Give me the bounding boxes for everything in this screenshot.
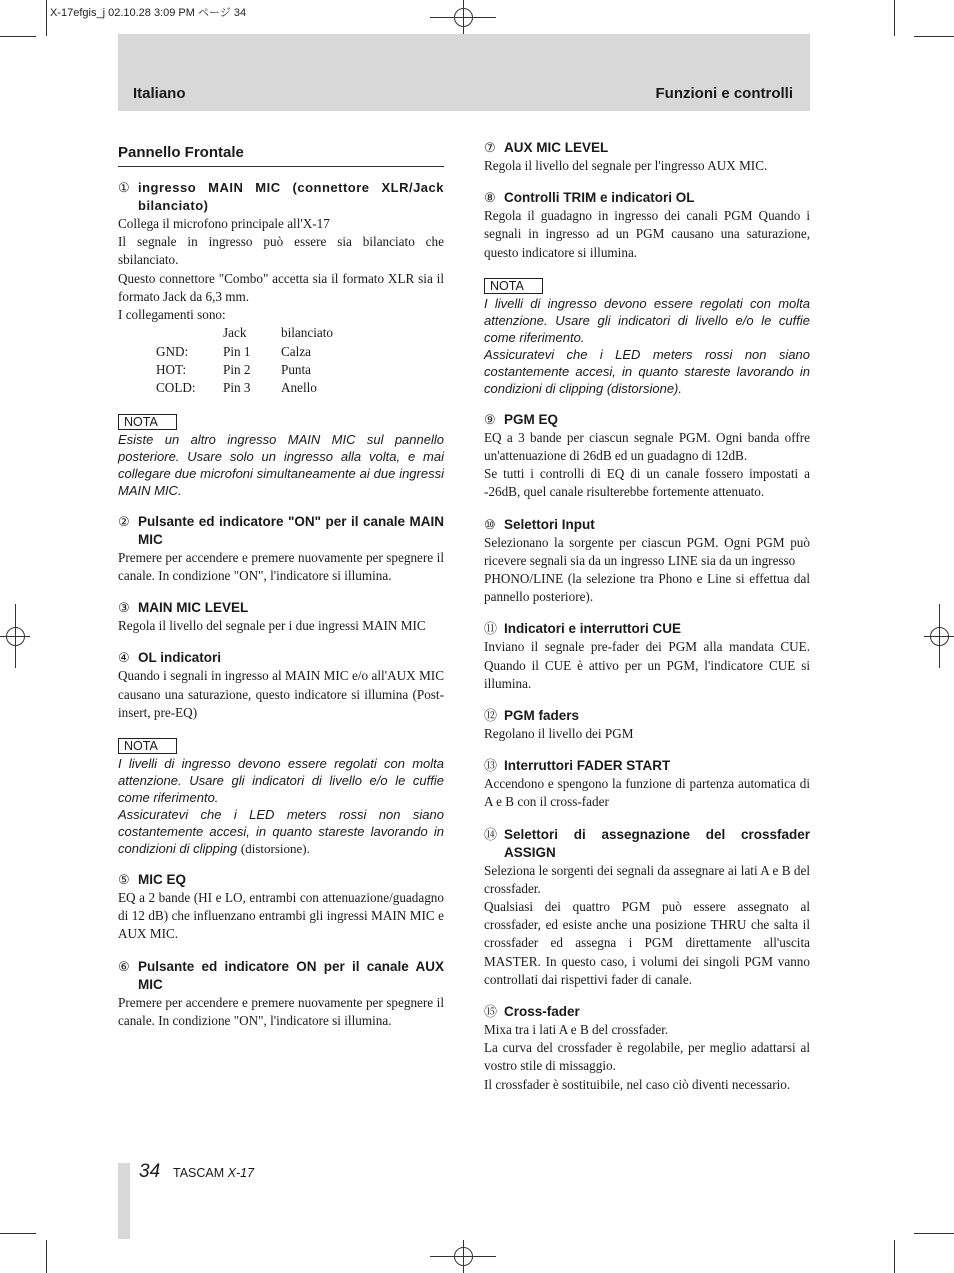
- item-title: Interruttori FADER START: [504, 758, 671, 774]
- item-number: ⑮: [484, 1004, 498, 1020]
- item-title: ingresso MAIN MIC (connettore XLR/Jack bilanciato): [138, 180, 444, 213]
- item-body: [118, 215, 444, 324]
- item-body: Regola il livello del segnale per i due ingressi MAIN MIC: [118, 618, 426, 634]
- item-body: Inviano il segnale pre-fader dei PGM alla mandata CUE. Quando il CUE è attivo per un PGM, l'indicatore CUE si illumina.: [484, 639, 810, 691]
- item-title: Indicatori e interruttori CUE: [504, 621, 682, 637]
- crop-mark: [46, 0, 47, 36]
- item-body: Premere per accendere e premere nuovamente per spegnere il canale. In condizione "ON", l'indicatore si illumina.: [118, 549, 444, 584]
- item-heading: [484, 620, 810, 638]
- nota-label: NOTA: [118, 414, 177, 430]
- item-body: Regolano il livello dei PGM: [484, 726, 634, 742]
- paragraph: La curva del crossfader è regolabile, per meglio adattarsi al vostro stile di missaggio.: [484, 1040, 810, 1074]
- item-body: Quando i segnali in ingresso al MAIN MIC e/o all'AUX MIC causano una saturazione, questo indicatore si illumina (Post-insert, pre-EQ): [118, 668, 444, 720]
- item-body: [484, 862, 810, 989]
- item-heading: [484, 1003, 810, 1021]
- item-number: ⑫: [484, 708, 498, 724]
- item-title: PGM EQ: [504, 411, 559, 427]
- item-number: ⑬: [484, 758, 498, 774]
- item-heading: [118, 649, 444, 667]
- item-heading: [484, 757, 810, 775]
- item-heading: [118, 871, 444, 889]
- item-heading: [484, 139, 810, 157]
- item-number: ④: [118, 650, 130, 666]
- item-title: Cross-fader: [504, 1004, 580, 1020]
- table-row: Jack bilanciato: [223, 325, 333, 341]
- item-number: ⑭: [484, 826, 498, 842]
- item-body: [484, 1021, 810, 1094]
- paragraph: I livelli di ingresso devono essere regolati con molta attenzione. Usare gli indicatori di livello e/o le cuffie come riferimento.: [118, 756, 444, 806]
- paragraph: EQ a 3 bande per ciascun segnale PGM. Ogni banda offre un'attenuazione di 26dB ed un guadagno di 12dB.: [484, 429, 810, 464]
- paragraph: Qualsiasi dei quattro PGM può essere assegnato al crossfader, ed esiste anche una posizione THRU che salta il crossfader ed assegna i PGM direttamente all'uscita MASTER. In questo caso, i volumi dei singoli PGM vanno controllati dai rispettivi fader di canale.: [484, 899, 810, 987]
- item-title: PGM faders: [504, 708, 580, 724]
- item-heading: [118, 179, 444, 215]
- item-number: ⑧: [484, 190, 496, 206]
- paragraph: Questo connettore "Combo" accetta sia il formato XLR sia il formato Jack da 6,3 mm.: [118, 270, 444, 304]
- item-title: AUX MIC LEVEL: [504, 140, 609, 155]
- print-slug: X-17efgis_j 02.10.28 3:09 PM ページ 34: [50, 7, 247, 19]
- paragraph: Se tutti i controlli di EQ di un canale fossero impostati a -26dB, quel canale risulterebbe fortemente attenuato.: [484, 466, 810, 500]
- item-number: ⑪: [484, 621, 498, 637]
- item-body: [484, 534, 810, 607]
- right-column: [484, 139, 810, 1094]
- item-heading: [484, 707, 810, 725]
- item-number: ②: [118, 513, 130, 529]
- item-heading: [118, 958, 444, 994]
- nota-text: [484, 295, 810, 397]
- item-body: [484, 429, 810, 502]
- footer-band: [118, 1163, 130, 1239]
- item-heading: [484, 826, 810, 862]
- item-number: ①: [118, 180, 130, 195]
- header-section: Funzioni e controlli: [655, 85, 793, 102]
- item-number: ⑥: [118, 958, 130, 974]
- crop-mark: [914, 36, 954, 37]
- paragraph: Mixa tra i lati A e B del crossfader.: [484, 1022, 669, 1038]
- brand-name: TASCAM: [173, 1166, 225, 1180]
- item-body: Regola il livello del segnale per l'ingresso AUX MIC.: [484, 158, 768, 173]
- nota-text: Esiste un altro ingresso MAIN MIC sul pannello posteriore. Usare solo un ingresso alla volta, e mai collegare due microfoni simultaneamente ai due ingressi MAIN MIC.: [118, 431, 444, 498]
- item-body: Accendono e spengono la funzione di partenza automatica di A e B con il cross-fader: [484, 776, 810, 810]
- crop-mark: [0, 36, 36, 37]
- item-number: ⑤: [118, 872, 130, 888]
- paragraph: Assicuratevi che i LED meters rossi non siano costantemente accesi, in quanto stareste lavorando in condizioni di clipping (distorsione).: [118, 807, 444, 857]
- paragraph: Seleziona le sorgenti dei segnali da assegnare ai lati A e B del crossfader.: [484, 862, 810, 896]
- item-title: MAIN MIC LEVEL: [138, 600, 249, 616]
- paragraph: I collegamenti sono:: [118, 307, 226, 323]
- section-title: Pannello Frontale: [118, 144, 444, 167]
- item-title: Controlli TRIM e indicatori OL: [504, 190, 695, 206]
- item-title: MIC EQ: [138, 872, 187, 888]
- item-title: Pulsante ed indicatore "ON" per il canale MAIN MIC: [138, 513, 444, 547]
- item-number: ⑨: [484, 411, 496, 427]
- table-row: GND: Pin 1 Calza: [156, 343, 312, 359]
- item-body: Regola il guadagno in ingresso dei canali PGM Quando i segnali in ingresso ad un PGM causano una saturazione, questo indicatore si illumina.: [484, 208, 810, 260]
- item-heading: [118, 599, 444, 617]
- nota-label: NOTA: [118, 738, 177, 754]
- left-column: [118, 144, 444, 1030]
- item-heading: [484, 516, 810, 534]
- item-heading: [118, 513, 444, 549]
- table-row: COLD: Pin 3 Anello: [156, 380, 317, 396]
- paragraph: Il crossfader è sostituibile, nel caso ciò diventi necessario.: [484, 1076, 791, 1092]
- paragraph: Collega il microfono principale all'X-17: [118, 216, 330, 231]
- crop-mark: [894, 0, 895, 36]
- item-title: OL indicatori: [138, 650, 222, 666]
- crop-mark: [894, 1240, 895, 1273]
- item-heading: [484, 189, 810, 207]
- header-language: Italiano: [133, 85, 186, 102]
- paragraph: Assicuratevi che i LED meters rossi non siano costantemente accesi, in quanto stareste lavorando in condizioni di clipping (distorsione).: [484, 346, 810, 396]
- crop-mark: [46, 1240, 47, 1273]
- crop-mark: [0, 1233, 36, 1234]
- item-body: Premere per accendere e premere nuovamente per spegnere il canale. In condizione "ON", l'indicatore si illumina.: [118, 994, 444, 1028]
- paragraph: I livelli di ingresso devono essere regolati con molta attenzione. Usare gli indicatori di livello e/o le cuffie come riferimento.: [484, 295, 810, 345]
- item-title: Selettori Input: [504, 516, 595, 532]
- item-title: Selettori di assegnazione del crossfader ASSIGN: [504, 826, 810, 860]
- footer-brand: [173, 1166, 254, 1180]
- item-number: ⑩: [484, 516, 496, 532]
- page-number: 34: [139, 1161, 161, 1182]
- paragraph: Selezionano la sorgente per ciascun PGM. Ogni PGM può ricevere segnali sia da un ingresso LINE sia da un ingresso: [484, 534, 810, 568]
- table-row: HOT: Pin 2 Punta: [156, 362, 312, 378]
- nota-text: [118, 755, 444, 857]
- crop-mark: [914, 1233, 954, 1234]
- item-number: ③: [118, 600, 130, 616]
- model-name: X-17: [227, 1166, 255, 1180]
- paragraph: PHONO/LINE (la selezione tra Phono e Line si effettua dal pannello posteriore).: [484, 571, 810, 605]
- nota-label: NOTA: [484, 278, 543, 294]
- paragraph: Il segnale in ingresso può essere sia bilanciato che sbilanciato.: [118, 234, 444, 268]
- item-number: ⑦: [484, 140, 496, 155]
- item-title: Pulsante ed indicatore ON per il canale AUX MIC: [138, 958, 444, 992]
- item-body: EQ a 2 bande (HI e LO, entrambi con attenuazione/guadagno di 12 dB) che influenzano entrambi gli ingressi MAIN MIC e AUX MIC.: [118, 890, 444, 942]
- item-heading: [484, 411, 810, 429]
- connection-table: [156, 324, 333, 398]
